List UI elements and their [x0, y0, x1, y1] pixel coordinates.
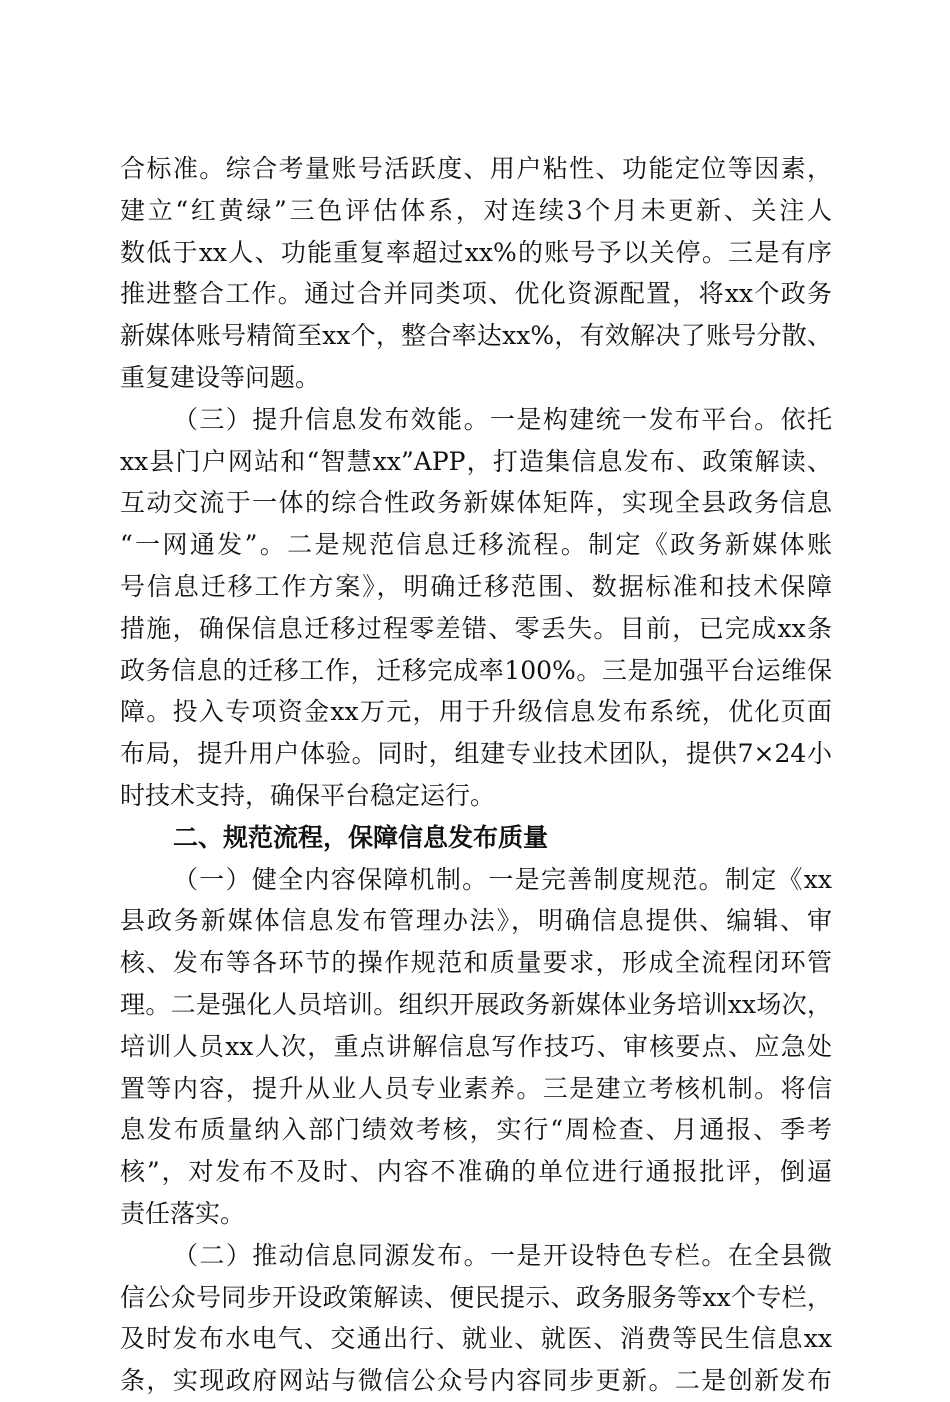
text-line: “一网通发”。二是规范信息迁移流程。制定《政务新媒体账: [120, 530, 832, 560]
paragraph-first-line: （二）推动信息同源发布。一是开设特色专栏。在全县微: [173, 1240, 832, 1270]
text-line: 责任落实。: [120, 1198, 246, 1228]
text-line: 置等内容，提升从业人员专业素养。三是建立考核机制。将信: [120, 1073, 832, 1103]
text-line: 培训人员xx人次，重点讲解信息写作技巧、审核要点、应急处: [120, 1031, 832, 1061]
paragraph-first-line: （三）提升信息发布效能。一是构建统一发布平台。依托: [173, 404, 832, 434]
section-heading: 二、规范流程，保障信息发布质量: [173, 822, 549, 852]
text-line: xx县门户网站和“智慧xx”APP，打造集信息发布、政策解读、: [120, 446, 832, 476]
text-line: 重复建设等问题。: [120, 362, 321, 392]
text-line: 障。投入专项资金xx万元，用于升级信息发布系统，优化页面: [120, 697, 832, 727]
text-line: 息发布质量纳入部门绩效考核，实行“周检查、月通报、季考: [120, 1115, 832, 1145]
text-line: 条，实现政府网站与微信公众号内容同步更新。二是创新发布: [120, 1366, 832, 1396]
text-line: 新媒体账号精简至xx个，整合率达xx%，有效解决了账号分散、: [120, 321, 832, 351]
text-line: 县政务新媒体信息发布管理办法》，明确信息提供、编辑、审: [120, 906, 832, 936]
text-line: 信公众号同步开设政策解读、便民提示、政务服务等xx个专栏，: [120, 1282, 832, 1312]
body-text: [120, 148, 832, 1402]
text-line: 推进整合工作。通过合并同类项、优化资源配置，将xx个政务: [120, 279, 832, 309]
text-line: 建立“红黄绿”三色评估体系，对连续3个月未更新、关注人: [120, 195, 832, 225]
text-line: 合标准。综合考量账号活跃度、用户粘性、功能定位等因素，: [120, 154, 832, 183]
text-line: 核”，对发布不及时、内容不准确的单位进行通报批评，倒逼: [120, 1157, 832, 1187]
text-line: 号信息迁移工作方案》，明确迁移范围、数据标准和技术保障: [120, 571, 832, 601]
text-line: 措施，确保信息迁移过程零差错、零丢失。目前，已完成xx条: [120, 613, 832, 643]
text-line: 核、发布等各环节的操作规范和质量要求，形成全流程闭环管: [120, 948, 832, 978]
text-line: 理。二是强化人员培训。组织开展政务新媒体业务培训xx场次，: [120, 989, 832, 1019]
text-line: 数低于xx人、功能重复率超过xx%的账号予以关停。三是有序: [120, 237, 832, 267]
text-line: 政务信息的迁移工作，迁移完成率100%。三是加强平台运维保: [120, 655, 832, 685]
text-line: 互动交流于一体的综合性政务新媒体矩阵，实现全县政务信息: [120, 488, 832, 518]
paragraph-first-line: （一）健全内容保障机制。一是完善制度规范。制定《xx: [173, 864, 832, 894]
text-line: 时技术支持，确保平台稳定运行。: [120, 780, 496, 810]
text-line: 布局，提升用户体验。同时，组建专业技术团队，提供7×24小: [120, 739, 832, 769]
text-line: 及时发布水电气、交通出行、就业、就医、消费等民生信息xx: [120, 1324, 832, 1354]
